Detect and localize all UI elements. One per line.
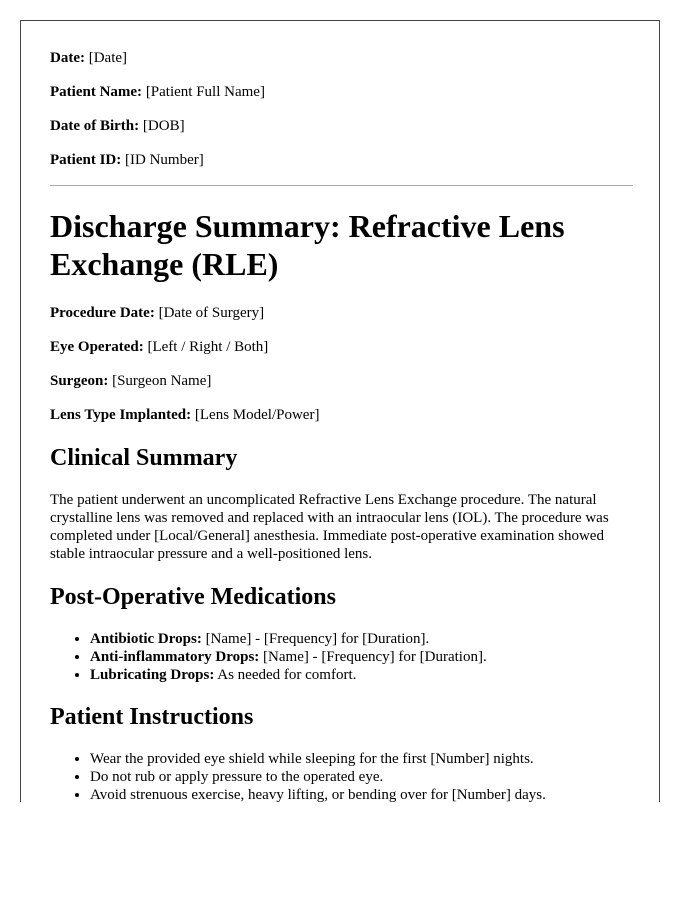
procedure-date-line	[50, 304, 264, 322]
surgeon-value: [Surgeon Name]	[112, 373, 212, 389]
date-label: Date:	[50, 50, 85, 66]
instruction-item: • Wear the provided eye shield while sleeping for the first [Number] nights.	[90, 750, 633, 768]
clinical-summary-heading: Clinical Summary	[50, 445, 238, 471]
patient-id-label: Patient ID:	[50, 152, 122, 168]
medication-text: [Name] - [Frequency] for [Duration].	[205, 631, 430, 647]
medication-text: As needed for comfort.	[217, 667, 357, 683]
medication-item	[90, 666, 633, 684]
dob-label: Date of Birth:	[50, 118, 140, 134]
medications-heading: Post-Operative Medications	[50, 584, 336, 610]
clinical-summary-text: The patient underwent an uncomplicated Refractive Lens Exchange procedure. The natural crystalline lens was removed and replaced with an intraocular lens (IOL). The procedure was completed under [Local/General] anesthesia. Immediate post-operative examination showed stable intraocular pressure and a well-positioned lens.	[50, 492, 609, 562]
document-page	[20, 20, 660, 802]
medication-label: Antibiotic Drops:	[90, 631, 202, 647]
instructions-list	[50, 750, 633, 802]
eye-operated-label: Eye Operated:	[50, 339, 144, 355]
instruction-item: • Avoid strenuous exercise, heavy lifting, or bending over for [Number] days.	[90, 786, 633, 802]
procedure-date-value: [Date of Surgery]	[158, 305, 265, 321]
patient-name-label: Patient Name:	[50, 84, 143, 100]
lens-type-label: Lens Type Implanted:	[50, 407, 192, 423]
date-line	[50, 49, 127, 67]
dob-line	[50, 117, 185, 135]
medication-label: Lubricating Drops:	[90, 667, 215, 683]
surgeon-line	[50, 372, 211, 390]
lens-type-value: [Lens Model/Power]	[194, 407, 320, 423]
medication-text: [Name] - [Frequency] for [Duration].	[263, 649, 487, 665]
medication-item	[90, 630, 633, 648]
header-divider	[50, 185, 633, 186]
page-title: Discharge Summary: Refractive Lens Exchange (RLE)	[50, 208, 565, 282]
instruction-item: • Do not rub or apply pressure to the operated eye.	[90, 768, 633, 786]
patient-name-line	[50, 83, 265, 101]
eye-operated-value: [Left / Right / Both]	[147, 339, 269, 355]
lens-type-line	[50, 406, 319, 424]
surgeon-label: Surgeon:	[50, 373, 109, 389]
procedure-date-label: Procedure Date:	[50, 305, 155, 321]
medication-item	[90, 648, 633, 666]
patient-name-value: [Patient Full Name]	[145, 84, 265, 100]
dob-value: [DOB]	[142, 118, 185, 134]
patient-id-line	[50, 151, 204, 169]
medication-label: Anti-inflammatory Drops:	[90, 649, 260, 665]
date-value: [Date]	[88, 50, 128, 66]
eye-operated-line	[50, 338, 268, 356]
patient-id-value: [ID Number]	[125, 152, 204, 168]
medications-list	[50, 630, 633, 684]
instructions-heading: Patient Instructions	[50, 704, 254, 730]
